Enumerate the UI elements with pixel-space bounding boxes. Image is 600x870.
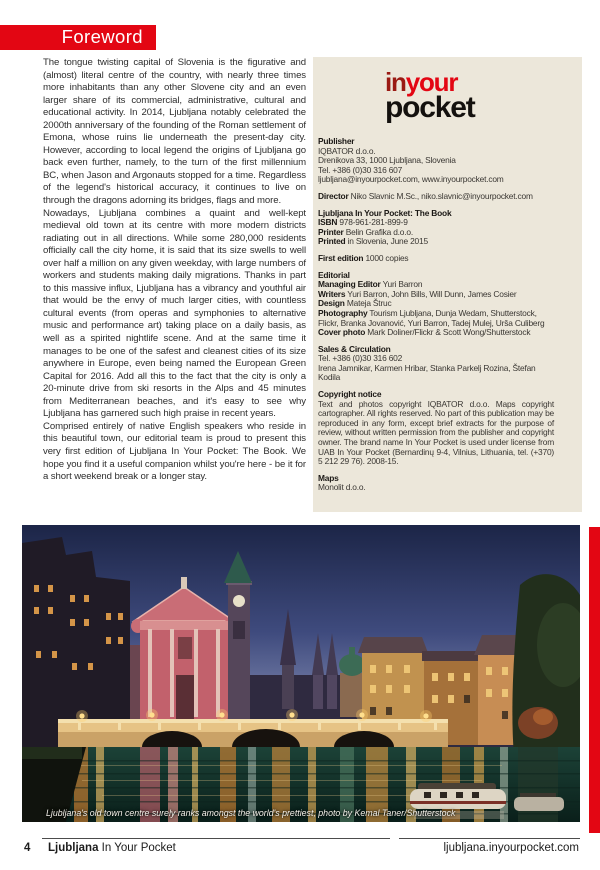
logo-in: in [385,67,406,97]
masthead-line: Managing Editor Yuri Barron [318,279,423,290]
masthead-line: Tel. +386 (0)30 316 602 [318,353,403,364]
foreword-paragraph: The tongue twisting capital of Slovenia is the figurative and (almost) literal centre of the country, with nearly three times more inhabitants than any other Slovene city and an even larger share of its commercial, administrative, cultural and educational activity. In 2014, Ljubljana notably celebrated the 2000th anniversary of the founding of the Roman settlement of Emona, whose ruins lie underneath the present-day city. However, according to local legend the origins of Ljubljana go back even further, namely, to the turn of the first millennium BC, when Jason and Argonauts stopped for a time. Regardless of the legend's historical accuracy, it continues to live on through the dragons adorning its bridges, flags and more. [43,57,306,207]
photo-caption: Ljubljana's old town centre surely ranks amongst the world's prettiest, photo by Kemal Taner/Shutterstock [46,808,456,818]
masthead-block [318,474,554,493]
footer-title-bold: Ljubljana [48,842,99,854]
masthead-line: Drenikova 33, 1000 Ljubljana, Slovenia [318,155,456,166]
footer-website: ljubljana.inyourpocket.com [443,842,579,854]
section-title: Foreword [61,26,143,47]
masthead-line: First edition 1000 copies [318,252,409,263]
masthead-line: Publisher [318,136,355,146]
masthead-block [318,271,554,338]
footer-title-regular: In Your Pocket [98,842,176,854]
masthead-line: ISBN 978-961-281-899-9 [318,217,408,228]
masthead-line: Sales & Circulation [318,343,391,354]
masthead-block [318,137,554,185]
masthead-blocks [318,137,554,493]
masthead-line: Irena Jamnikar, Karmen Hribar, Stanka Parkelj Rozina, Štefan Kodila [318,362,536,383]
masthead-block [318,390,554,467]
masthead-line: Printed in Slovenia, June 2015 [318,236,428,247]
trees [512,574,580,757]
masthead-line: Tel. +386 (0)30 316 607 [318,164,403,175]
footer-rule-left [42,838,390,839]
bell-tower [224,551,252,721]
masthead-line: Printer Belin Grafika d.o.o. [318,226,413,237]
masthead-line: ljubljana@inyourpocket.com, www.inyourpocket.com [318,174,504,185]
masthead-line: Ljubljana In Your Pocket: The Book [318,207,452,218]
footer-publication-title [48,842,176,854]
masthead-line: Copyright notice [318,389,382,400]
page-edge-tab [589,527,600,833]
masthead-line: Monolit d.o.o. [318,482,366,493]
masthead-block [318,209,554,247]
masthead-block [318,345,554,383]
masthead-line: Photography Tourism Ljubljana, Dunja Wedam, Shutterstock, Flickr, Branka Jovanović, Yuri Barron, Tadej Mulej, Urša Culiberg [318,307,545,328]
logo-your: your [405,67,458,97]
foreword-text [43,57,306,484]
masthead-line: Cover photo Mark Doliner/Flickr & Scott Wong/Shutterstock [318,327,531,338]
inyourpocket-logo [385,67,582,124]
old-town-photo [22,525,580,822]
footer-rule-right [399,838,580,839]
logo-line-pocket: pocket [385,91,475,124]
masthead-line: Maps [318,472,339,483]
section-banner [0,25,156,50]
masthead-block [318,254,554,264]
masthead-line: Text and photos copyright IQBATOR d.o.o. Maps copyright cartographer. All rights reserved. No part of this publication may be reproduced in any form, except brief extracts for the purpose of review, without written permission from the publisher and copyright owner. The brand name In Your Pocket is used under license from UAB In Your Pocket (Bernardinų 9-4, Vilnius, Lithuania, tel. (+370) 5 212 29 76). 2008-15. [318,398,554,467]
masthead-line: Editorial [318,269,350,280]
masthead-line: Writers Yuri Barron, John Bills, Will Dunn, James Cosier [318,288,517,299]
masthead-line: IQBATOR d.o.o. [318,145,376,156]
masthead-line: Director Niko Slavnic M.Sc., niko.slavnic@inyourpocket.com [318,190,533,201]
old-town-photo-art [22,525,580,822]
masthead-panel [313,57,582,512]
masthead-block [318,192,554,202]
foreword-paragraph: Comprised entirely of native English speakers who reside in this beautiful town, our editorial team is proud to present this very first edition of Ljubljana In Your Pocket: The Book. We hope you find it a useful companion whilst you're here - be it for a short weekend break or a longer stay. [43,420,306,483]
page-number: 4 [24,842,31,854]
masthead-line: Design Mateja Štruc [318,298,392,309]
foreword-paragraph: Nowadays, Ljubljana combines a quaint and well-kept medieval old town at its centre with more modern districts radiating out in all directions. While some 280,000 residents officially call the city home, it is said that its size swells to well over half a million on any given weekday, with large numbers of workers and students making daily migrations. Thanks in part to this massive influx, Ljubljana has a vibrancy and youthful air that would be the envy of much larger cities, with countless cultural events (from operas and symphonies to alternative music and performance art) taking place on a daily basis, as well as a spirited nightlife scene. And at the same time it manages to be one of the safest and cleanest cities of its size anywhere in Europe, even being named the European Green Capital for 2016. Add all this to the fact that the city is only a 20-minute drive from ski resorts in the Alps and 45 minutes from Mediterranean beaches, and it's easy to see why Ljubljana has garnered such high praise in recent years. [43,207,306,420]
